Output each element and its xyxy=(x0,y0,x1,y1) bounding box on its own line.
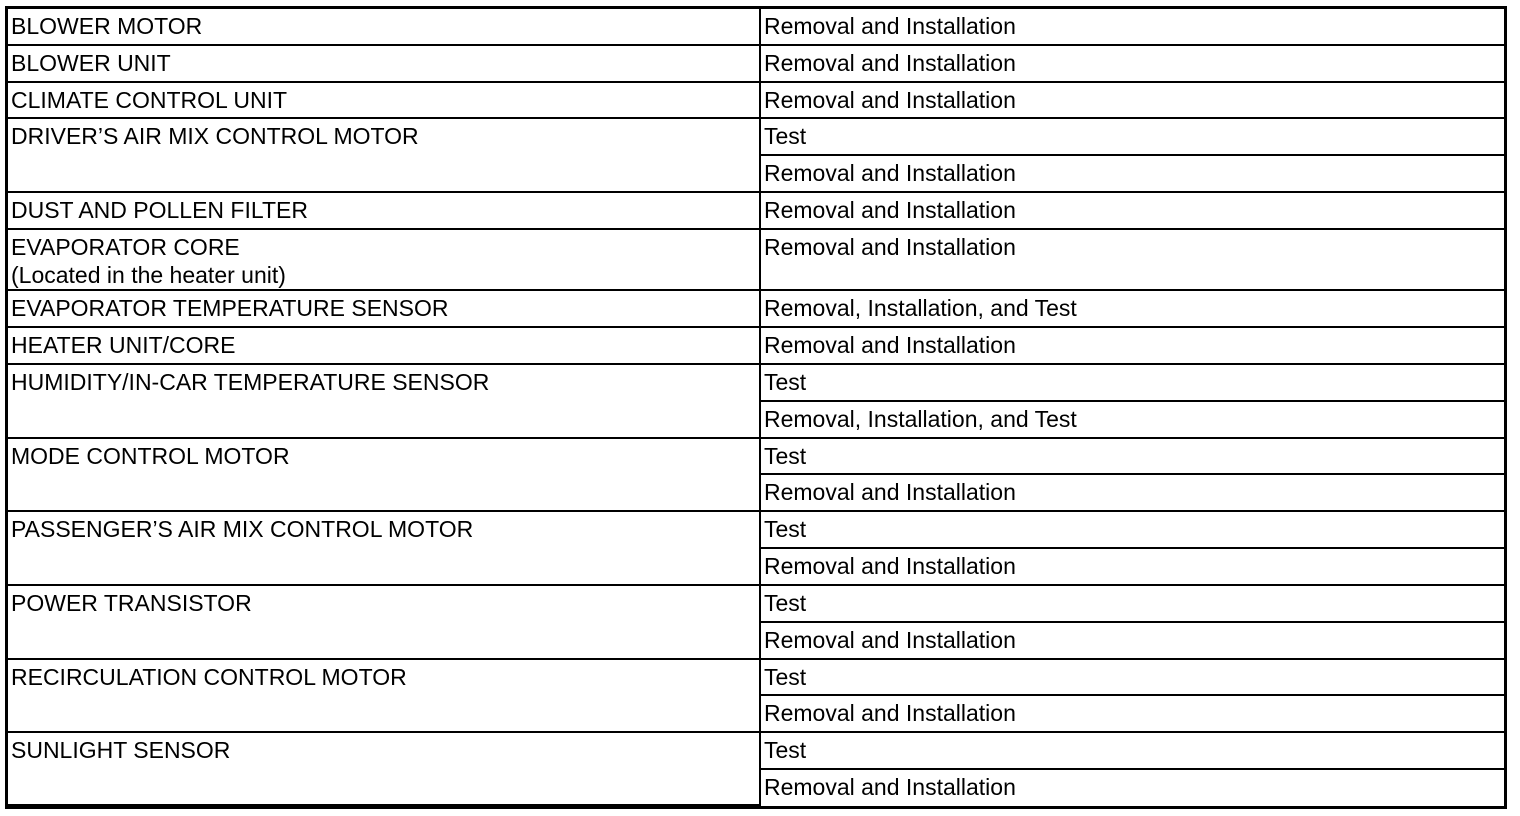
procedure-cell: Removal and Installation xyxy=(760,474,1504,511)
component-procedure-table xyxy=(8,9,1504,806)
table-row xyxy=(8,511,1504,548)
component-name: BLOWER MOTOR xyxy=(11,13,203,39)
component-cell xyxy=(8,229,760,290)
component-name: CLIMATE CONTROL UNIT xyxy=(11,86,288,113)
procedure-cell: Removal and Installation xyxy=(760,327,1504,364)
procedure-cell: Test xyxy=(760,364,1504,401)
table-row xyxy=(8,9,1504,45)
component-name: SUNLIGHT SENSOR xyxy=(11,737,231,764)
procedure-cell: Test xyxy=(760,585,1504,622)
procedure-cell: Removal and Installation xyxy=(760,548,1504,585)
component-cell xyxy=(8,327,760,364)
component-name: HEATER UNIT/CORE xyxy=(11,332,236,359)
component-cell xyxy=(8,364,760,438)
component-name: BLOWER UNIT xyxy=(11,49,171,76)
procedure-cell: Test xyxy=(760,732,1504,769)
procedure-cell: Removal and Installation xyxy=(760,622,1504,659)
component-name: POWER TRANSISTOR xyxy=(11,589,252,616)
component-cell xyxy=(8,659,760,733)
procedure-cell: Test xyxy=(760,511,1504,548)
table-row xyxy=(8,290,1504,327)
procedure-cell: Test xyxy=(760,438,1504,475)
table-row xyxy=(8,45,1504,82)
component-cell xyxy=(8,585,760,659)
component-cell xyxy=(8,511,760,585)
procedure-cell: Test xyxy=(760,659,1504,696)
component-cell xyxy=(8,438,760,512)
component-cell xyxy=(8,45,760,82)
procedure-cell: Removal and Installation xyxy=(760,45,1504,82)
procedure-cell: Removal and Installation xyxy=(760,192,1504,229)
component-name: DUST AND POLLEN FILTER xyxy=(11,197,308,224)
component-cell xyxy=(8,732,760,805)
component-name: DRIVER’S AIR MIX CONTROL MOTOR xyxy=(11,123,419,150)
table-row xyxy=(8,364,1504,401)
table-body xyxy=(8,9,1504,805)
component-cell xyxy=(8,82,760,119)
procedure-cell: Test xyxy=(760,118,1504,155)
component-name: HUMIDITY/IN-CAR TEMPERATURE SENSOR xyxy=(11,368,490,395)
table-row xyxy=(8,585,1504,622)
procedure-cell: Removal and Installation xyxy=(760,155,1504,192)
table-row xyxy=(8,438,1504,475)
table-row xyxy=(8,659,1504,696)
component-cell xyxy=(8,192,760,229)
component-cell xyxy=(8,118,760,192)
component-cell xyxy=(8,290,760,327)
component-procedure-table-frame xyxy=(5,6,1507,809)
component-note: (Located in the heater unit) xyxy=(11,261,286,288)
table-row xyxy=(8,732,1504,769)
procedure-cell: Removal and Installation xyxy=(760,695,1504,732)
table-row xyxy=(8,229,1504,290)
procedure-cell: Removal and Installation xyxy=(760,769,1504,805)
procedure-cell: Removal and Installation xyxy=(760,9,1504,45)
procedure-cell: Removal, Installation, and Test xyxy=(760,290,1504,327)
component-name: EVAPORATOR TEMPERATURE SENSOR xyxy=(11,295,449,322)
procedure-cell: Removal and Installation xyxy=(760,82,1504,119)
table-row xyxy=(8,82,1504,119)
component-name: RECIRCULATION CONTROL MOTOR xyxy=(11,663,407,690)
table-row xyxy=(8,192,1504,229)
procedure-cell: Removal and Installation xyxy=(760,229,1504,290)
component-name: PASSENGER’S AIR MIX CONTROL MOTOR xyxy=(11,516,474,543)
procedure-cell: Removal, Installation, and Test xyxy=(760,401,1504,438)
component-name: EVAPORATOR CORE xyxy=(11,233,240,260)
table-row xyxy=(8,327,1504,364)
table-row xyxy=(8,118,1504,155)
component-name: MODE CONTROL MOTOR xyxy=(11,442,290,469)
component-cell xyxy=(8,9,760,45)
